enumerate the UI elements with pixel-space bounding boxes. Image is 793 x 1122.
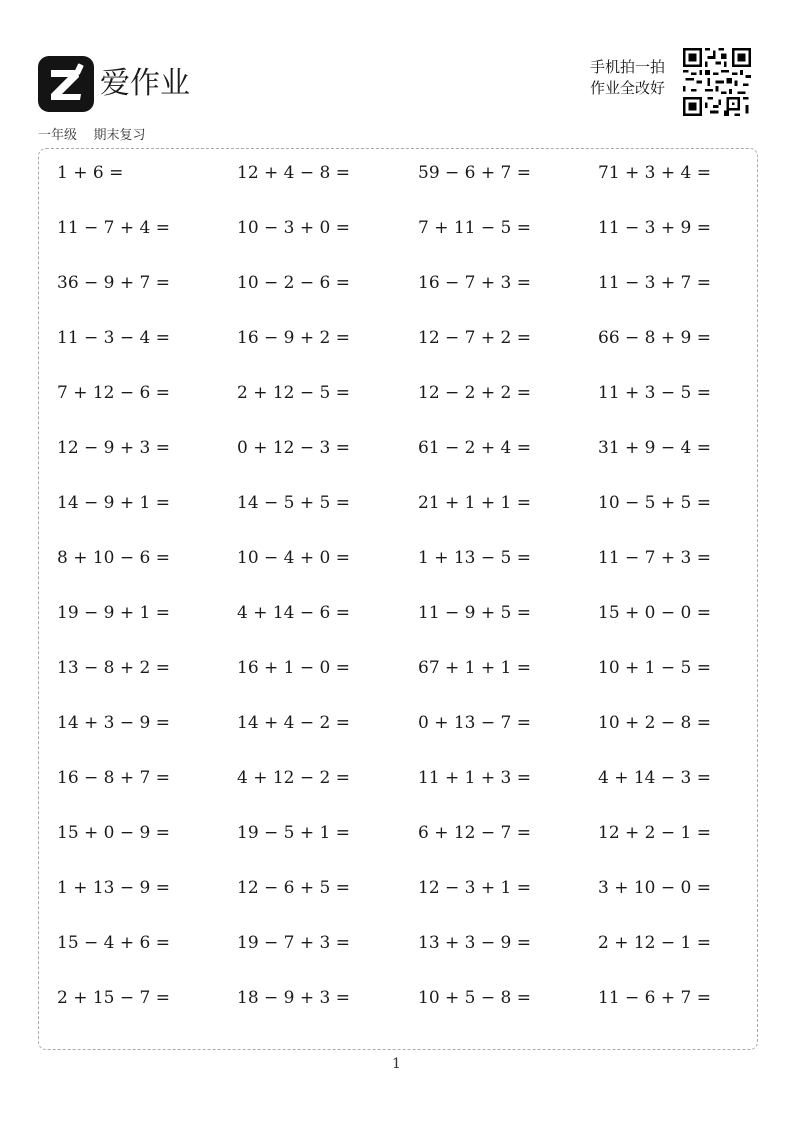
problem-item: 4 + 14 − 6 =: [237, 603, 351, 623]
page-number: 1: [392, 1056, 401, 1072]
problem-item: 3 + 10 − 0 =: [598, 878, 712, 898]
problem-item: 0 + 13 − 7 =: [418, 713, 532, 733]
problem-item: 2 + 12 − 5 =: [237, 383, 351, 403]
problem-item: 11 + 3 − 5 =: [598, 383, 712, 403]
problem-item: 0 + 12 − 3 =: [237, 438, 351, 458]
problem-item: 61 − 2 + 4 =: [418, 438, 532, 458]
problem-item: 15 + 0 − 9 =: [57, 823, 171, 843]
problem-item: 10 − 2 − 6 =: [237, 273, 351, 293]
logo: [38, 56, 94, 112]
problem-item: 12 − 9 + 3 =: [57, 438, 171, 458]
qr-code-icon[interactable]: [683, 48, 751, 116]
problem-item: 12 − 7 + 2 =: [418, 328, 532, 348]
problem-item: 19 − 9 + 1 =: [57, 603, 171, 623]
problem-item: 71 + 3 + 4 =: [598, 163, 712, 183]
problem-item: 11 − 3 + 7 =: [598, 273, 712, 293]
problem-item: 11 − 6 + 7 =: [598, 988, 712, 1008]
problem-item: 8 + 10 − 6 =: [57, 548, 171, 568]
problem-item: 4 + 12 − 2 =: [237, 768, 351, 788]
problem-item: 11 − 3 − 4 =: [57, 328, 171, 348]
problem-item: 2 + 15 − 7 =: [57, 988, 171, 1008]
problem-item: 10 + 1 − 5 =: [598, 658, 712, 678]
problem-item: 16 − 9 + 2 =: [237, 328, 351, 348]
problem-item: 67 + 1 + 1 =: [418, 658, 532, 678]
problem-item: 11 − 3 + 9 =: [598, 218, 712, 238]
problem-item: 13 − 8 + 2 =: [57, 658, 171, 678]
problem-item: 11 − 7 + 4 =: [57, 218, 171, 238]
worksheet-subtitle: 一年级 期末复习: [38, 128, 146, 143]
problem-item: 12 − 2 + 2 =: [418, 383, 532, 403]
problem-item: 36 − 9 + 7 =: [57, 273, 171, 293]
tagline-line-2: 作业全改好: [589, 79, 665, 97]
problem-item: 21 + 1 + 1 =: [418, 493, 532, 513]
problem-item: 14 − 5 + 5 =: [237, 493, 351, 513]
problem-item: 16 + 1 − 0 =: [237, 658, 351, 678]
problem-item: 12 − 6 + 5 =: [237, 878, 351, 898]
problem-item: 16 − 7 + 3 =: [418, 273, 532, 293]
problem-item: 1 + 13 − 5 =: [418, 548, 532, 568]
problem-item: 66 − 8 + 9 =: [598, 328, 712, 348]
problem-item: 19 − 7 + 3 =: [237, 933, 351, 953]
problem-item: 11 − 9 + 5 =: [418, 603, 532, 623]
problem-item: 12 + 2 − 1 =: [598, 823, 712, 843]
brand-name: 爱作业: [100, 66, 190, 101]
z-logo-icon: [38, 56, 94, 112]
problem-item: 2 + 12 − 1 =: [598, 933, 712, 953]
problem-item: 18 − 9 + 3 =: [237, 988, 351, 1008]
problem-item: 12 + 4 − 8 =: [237, 163, 351, 183]
problem-item: 19 − 5 + 1 =: [237, 823, 351, 843]
problem-item: 12 − 3 + 1 =: [418, 878, 532, 898]
problem-item: 10 − 3 + 0 =: [237, 218, 351, 238]
problem-item: 11 − 7 + 3 =: [598, 548, 712, 568]
problem-item: 1 + 6 =: [57, 163, 124, 183]
problem-item: 15 + 0 − 0 =: [598, 603, 712, 623]
problem-item: 11 + 1 + 3 =: [418, 768, 532, 788]
problem-item: 16 − 8 + 7 =: [57, 768, 171, 788]
problem-item: 10 − 4 + 0 =: [237, 548, 351, 568]
problem-item: 10 − 5 + 5 =: [598, 493, 712, 513]
problem-item: 13 + 3 − 9 =: [418, 933, 532, 953]
problem-item: 14 + 4 − 2 =: [237, 713, 351, 733]
problem-item: 10 + 2 − 8 =: [598, 713, 712, 733]
problem-item: 7 + 11 − 5 =: [418, 218, 532, 238]
problem-item: 15 − 4 + 6 =: [57, 933, 171, 953]
tagline: [590, 57, 665, 99]
problem-item: 4 + 14 − 3 =: [598, 768, 712, 788]
tagline-line-1: 手机拍一拍: [589, 58, 665, 76]
problem-item: 10 + 5 − 8 =: [418, 988, 532, 1008]
problem-item: 31 + 9 − 4 =: [598, 438, 712, 458]
problem-item: 59 − 6 + 7 =: [418, 163, 532, 183]
problem-item: 6 + 12 − 7 =: [418, 823, 532, 843]
problem-item: 14 − 9 + 1 =: [57, 493, 171, 513]
problem-item: 14 + 3 − 9 =: [57, 713, 171, 733]
problem-item: 7 + 12 − 6 =: [57, 383, 171, 403]
problem-item: 1 + 13 − 9 =: [57, 878, 171, 898]
